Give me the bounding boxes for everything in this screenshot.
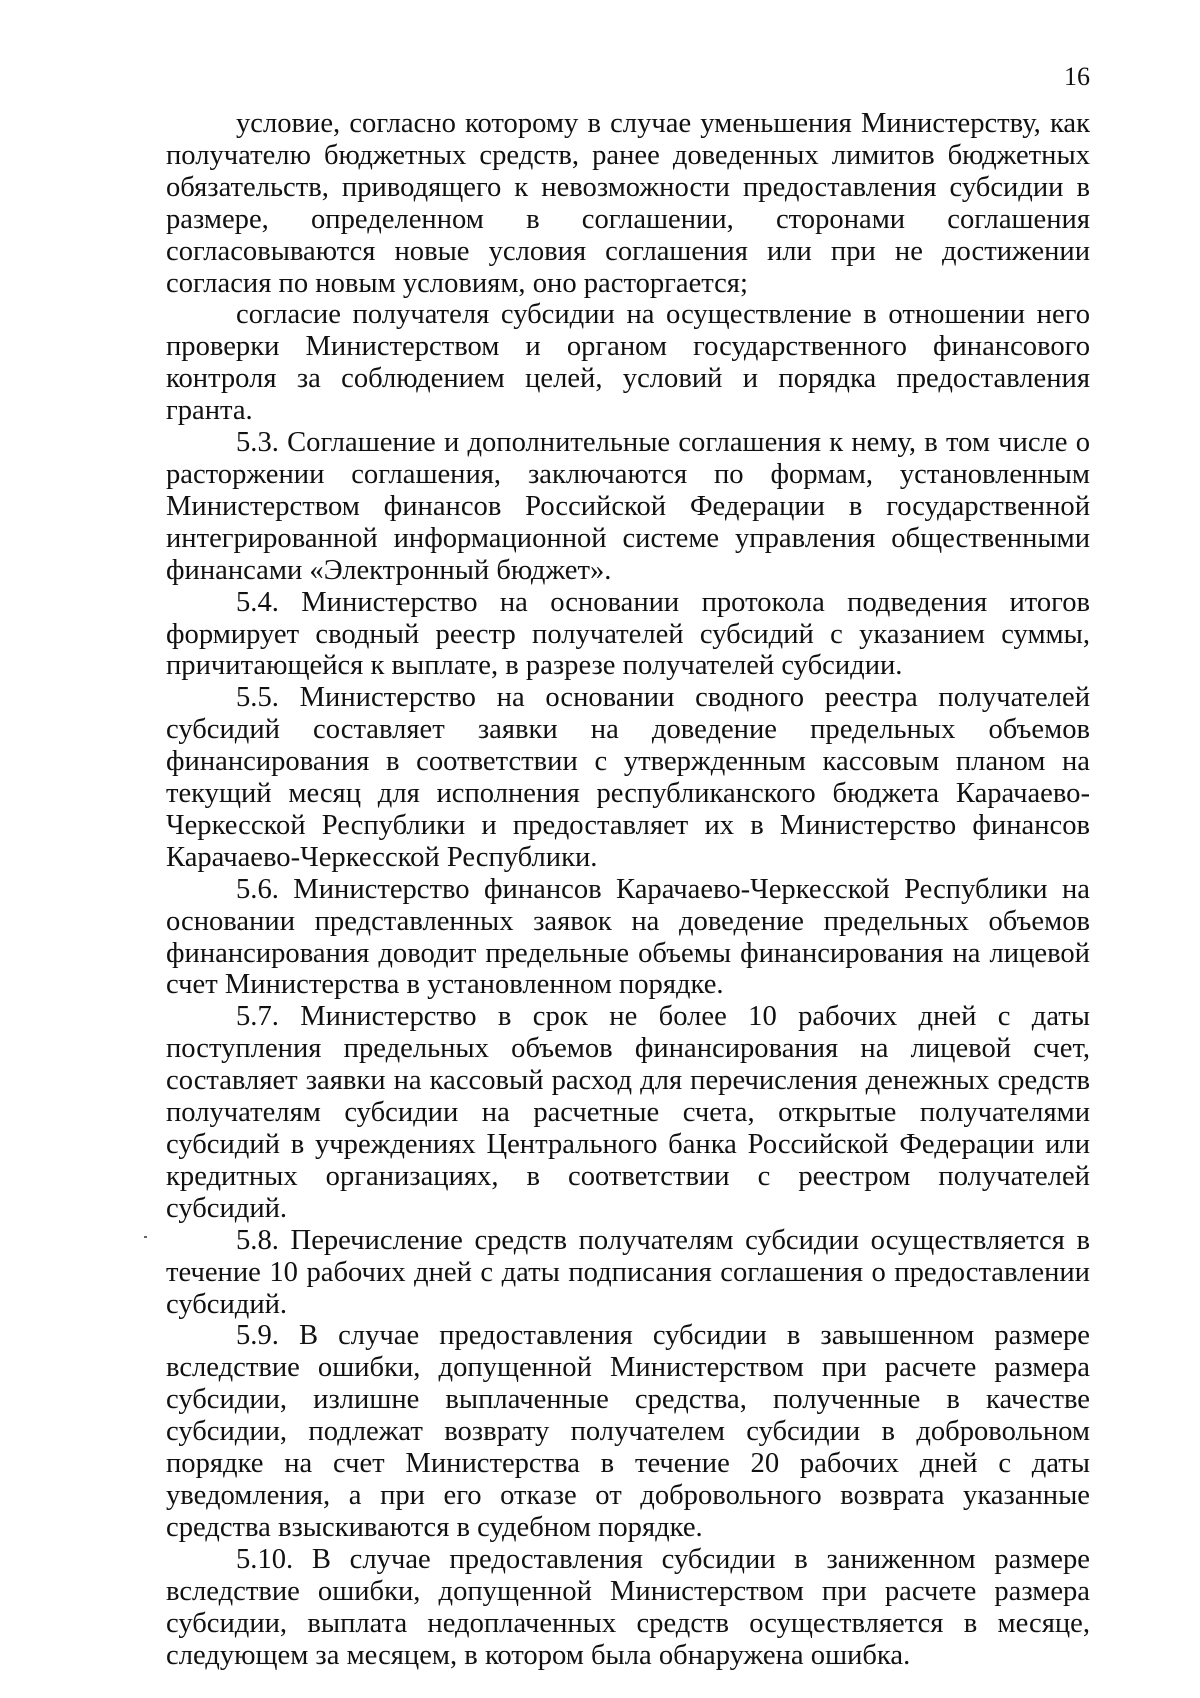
paragraph-condition: условие, согласно которому в случае уменьшения Министерству, как получателю бюджетных средств, ранее доведенных лимитов бюджетных обязательств, приводящего к невозможности предоставления субсидии в размере, определенном в соглашении, сторонами соглашения согласовываются новые условия соглашения или при не достижении согласия по новым условиям, оно расторгается; [166, 108, 1090, 299]
paragraph-5-7: 5.7. Министерство в срок не более 10 рабочих дней с даты поступления предельных объемов финансирования на лицевой счет, составляет заявки на кассовый расход для перечисления денежных средств получателям субсидии на расчетные счета, открытые получателями субсидий в учреждениях Центрального банка Российской Федерации или кредитных организациях, в соответствии с реестром получателей субсидий. [166, 1001, 1090, 1224]
paragraph-5-3: 5.3. Соглашение и дополнительные соглашения к нему, в том числе о расторжении соглашения, заключаются по формам, установленным Министерством финансов Российской Федерации в государственной интегрированной информационной системе управления общественными финансами «Электронный бюджет». [166, 427, 1090, 586]
paragraph-5-9: 5.9. В случае предоставления субсидии в завышенном размере вследствие ошибки, допущенной Министерством при расчете размера субсидии, излишне выплаченные средства, полученные в качестве субсидии, подлежат возврату получателем субсидии в добровольном порядке на счет Министерства в течение 20 рабочих дней с даты уведомления, а при его отказе от добровольного возврата указанные средства взыскиваются в судебном порядке. [166, 1320, 1090, 1543]
page-number: 16 [1064, 62, 1090, 91]
document-body [166, 108, 1090, 1671]
paragraph-5-4: 5.4. Министерство на основании протокола подведения итогов формирует сводный реестр получателей субсидий с указанием суммы, причитающейся к выплате, в разрезе получателей субсидии. [166, 586, 1090, 682]
paragraph-5-6: 5.6. Министерство финансов Карачаево-Черкесской Республики на основании представленных заявок на доведение предельных объемов финансирования доводит предельные объемы финансирования на лицевой счет Министерства в установленном порядке. [166, 873, 1090, 1001]
scan-speck [144, 1236, 147, 1238]
paragraph-5-8: 5.8. Перечисление средств получателям субсидии осуществляется в течение 10 рабочих дней с даты подписания соглашения о предоставлении субсидий. [166, 1224, 1090, 1320]
paragraph-5-5: 5.5. Министерство на основании сводного реестра получателей субсидий составляет заявки на доведение предельных объемов финансирования в соответствии с утвержденным кассовым планом на текущий месяц для исполнения республиканского бюджета Карачаево-Черкесской Республики и предоставляет их в Министерство финансов Карачаево-Черкесской Республики. [166, 682, 1090, 873]
paragraph-5-10: 5.10. В случае предоставления субсидии в заниженном размере вследствие ошибки, допущенной Министерством при расчете размера субсидии, выплата недоплаченных средств осуществляется в месяце, следующем за месяцем, в котором была обнаружена ошибка. [166, 1543, 1090, 1671]
paragraph-consent: согласие получателя субсидии на осуществление в отношении него проверки Министерством и органом государственного финансового контроля за соблюдением целей, условий и порядка предоставления гранта. [166, 299, 1090, 427]
